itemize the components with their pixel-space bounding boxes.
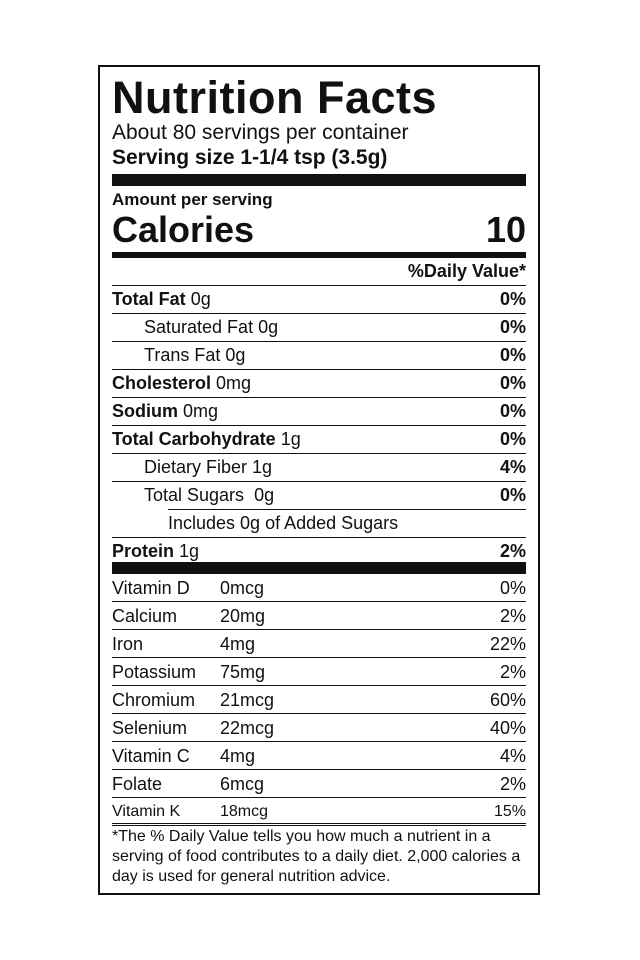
nutrient-amount: 0mg bbox=[183, 401, 219, 421]
vitamin-name: Vitamin D bbox=[112, 578, 190, 598]
nutrient-dv: 0% bbox=[499, 373, 526, 393]
thin-divider-footnote bbox=[112, 823, 526, 824]
nutrient-list bbox=[112, 285, 526, 565]
nutrient-row-total-fat bbox=[112, 285, 526, 313]
nutrient-dv: 0% bbox=[499, 345, 526, 365]
nutrient-amount: 1g bbox=[179, 541, 200, 561]
vitamin-dv: 60% bbox=[489, 690, 526, 710]
vitamin-name: Folate bbox=[112, 774, 163, 794]
vitamin-dv: 4% bbox=[499, 746, 526, 766]
vitamin-name: Iron bbox=[112, 634, 144, 654]
calories-label: Calories bbox=[112, 209, 255, 250]
nutrient-name: Cholesterol bbox=[112, 373, 212, 393]
nutrient-amount: 1g bbox=[280, 429, 301, 449]
nutrient-name: Total Sugars bbox=[144, 485, 245, 505]
nutrient-amount: 0g bbox=[225, 345, 246, 365]
calories-value: 10 bbox=[485, 209, 526, 250]
vitamin-amount: 4mg bbox=[220, 746, 256, 766]
vitamin-row bbox=[112, 658, 526, 686]
nutrient-row-cholesterol bbox=[112, 369, 526, 397]
label-title: Nutrition Facts bbox=[112, 72, 438, 123]
servings-per-container: About 80 servings per container bbox=[112, 121, 409, 144]
nutrient-name: Trans Fat bbox=[144, 345, 221, 365]
medium-divider-calories bbox=[112, 252, 526, 258]
nutrient-label bbox=[112, 370, 251, 397]
vitamin-amount: 22mcg bbox=[220, 718, 275, 738]
vitamin-amount: 4mg bbox=[220, 634, 256, 654]
nutrient-dv: 0% bbox=[499, 485, 526, 505]
vitamin-row bbox=[112, 714, 526, 742]
nutrient-dv: 0% bbox=[499, 289, 526, 309]
nutrient-label bbox=[112, 426, 301, 453]
vitamin-dv: 22% bbox=[489, 634, 526, 654]
vitamin-dv: 2% bbox=[499, 662, 526, 682]
nutrient-name: Saturated Fat bbox=[144, 317, 254, 337]
nutrient-row-trans-fat bbox=[112, 341, 526, 369]
nutrient-label bbox=[112, 286, 211, 313]
nutrient-row-dietary-fiber bbox=[112, 453, 526, 481]
nutrient-amount: 1g bbox=[252, 457, 273, 477]
vitamin-row bbox=[112, 686, 526, 714]
amount-per-serving: Amount per serving bbox=[112, 190, 273, 209]
vitamin-dv: 0% bbox=[499, 578, 526, 598]
nutrient-name: Protein bbox=[112, 541, 175, 561]
thick-divider-top bbox=[112, 174, 526, 186]
nutrient-label bbox=[144, 482, 274, 509]
vitamin-name: Selenium bbox=[112, 718, 188, 738]
nutrient-label bbox=[112, 398, 218, 425]
nutrient-name: Dietary Fiber bbox=[144, 457, 248, 477]
nutrient-dv: 4% bbox=[499, 457, 526, 477]
nutrient-dv: 0% bbox=[499, 317, 526, 337]
nutrient-label bbox=[144, 342, 245, 369]
nutrient-row-total-sugars bbox=[112, 481, 526, 509]
serving-size: Serving size 1-1/4 tsp (3.5g) bbox=[112, 146, 388, 169]
vitamin-amount: 75mg bbox=[220, 662, 266, 682]
nutrient-amount: 0mg bbox=[216, 373, 252, 393]
vitamin-amount: 0mcg bbox=[220, 578, 265, 598]
thick-divider-vitamins bbox=[112, 562, 526, 574]
vitamin-name: Chromium bbox=[112, 690, 196, 710]
daily-value-footnote: *The % Daily Value tells you how much a nutrient in a serving of food contributes to a daily diet. 2,000 calories a day is used for general nutrition advice. bbox=[112, 828, 521, 885]
vitamin-dv: 15% bbox=[493, 803, 526, 820]
nutrient-row-total-carbohydrate bbox=[112, 425, 526, 453]
nutrient-amount: 0g bbox=[190, 289, 211, 309]
nutrient-row-added-sugars bbox=[168, 509, 526, 537]
nutrient-row-sodium bbox=[112, 397, 526, 425]
vitamin-row bbox=[112, 574, 526, 602]
vitamin-name: Vitamin C bbox=[112, 746, 190, 766]
nutrient-dv: 0% bbox=[499, 401, 526, 421]
nutrient-name: Total Fat bbox=[112, 289, 186, 309]
nutrient-dv: 0% bbox=[499, 429, 526, 449]
vitamin-name: Potassium bbox=[112, 662, 197, 682]
vitamin-dv: 2% bbox=[499, 774, 526, 794]
vitamin-name: Calcium bbox=[112, 606, 178, 626]
vitamin-amount: 21mcg bbox=[220, 690, 275, 710]
vitamin-row bbox=[112, 798, 526, 826]
daily-value-header: %Daily Value* bbox=[407, 261, 526, 281]
nutrient-row-protein bbox=[112, 537, 526, 565]
vitamin-row bbox=[112, 630, 526, 658]
vitamin-row bbox=[112, 742, 526, 770]
nutrient-name: Total Carbohydrate bbox=[112, 429, 276, 449]
nutrition-facts-label bbox=[98, 65, 540, 895]
nutrient-amount: 0g bbox=[258, 317, 279, 337]
vitamin-row bbox=[112, 770, 526, 798]
nutrient-amount: 0g bbox=[254, 485, 275, 505]
vitamin-dv: 40% bbox=[489, 718, 526, 738]
nutrient-dv: 2% bbox=[499, 541, 526, 561]
vitamin-amount: 6mcg bbox=[220, 774, 265, 794]
nutrient-label bbox=[144, 314, 278, 341]
vitamin-dv: 2% bbox=[499, 606, 526, 626]
nutrient-row-saturated-fat bbox=[112, 313, 526, 341]
nutrient-name: Includes 0g of Added Sugars bbox=[168, 513, 399, 533]
vitamin-amount: 18mcg bbox=[220, 803, 269, 820]
nutrient-name: Sodium bbox=[112, 401, 178, 421]
nutrient-label bbox=[112, 538, 199, 565]
vitamin-mineral-list bbox=[112, 574, 526, 826]
nutrient-label bbox=[144, 454, 272, 481]
vitamin-row bbox=[112, 602, 526, 630]
vitamin-amount: 20mg bbox=[220, 606, 266, 626]
vitamin-name: Vitamin K bbox=[112, 803, 181, 820]
